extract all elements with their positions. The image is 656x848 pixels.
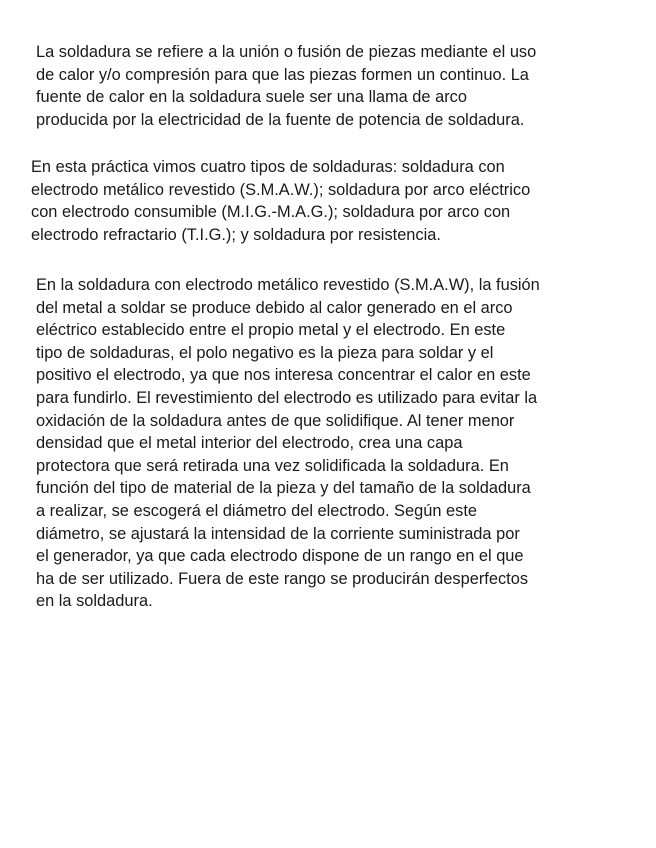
paragraph-welding-definition: La soldadura se refiere a la unión o fusión de piezas mediante el uso de calor y/o compresión para que las piezas formen un continuo. La fuente de calor en la soldadura suele ser una llama de arco producida por la electricidad de la fuente de potencia de soldadura.: [36, 43, 537, 129]
paragraph-welding-types: En esta práctica vimos cuatro tipos de soldaduras: soldadura con electrodo metálico revestido (S.M.A.W.); soldadura por arco eléctrico con electrodo consumible (M.I.G.-M.A.G.); soldadura por arco con electrodo refractario (T.I.G.); y soldadura por resistencia.: [31, 158, 531, 244]
paragraph-smaw-description: En la soldadura con electrodo metálico revestido (S.M.A.W), la fusión del metal a soldar se produce debido al calor generado en el arco eléctrico establecido entre el propio metal y el electrodo. En este tipo de soldaduras, el polo negativo es la pieza para soldar y el positivo el electrodo, ya que nos interesa concentrar el calor en este para fundirlo. El revestimiento del electrodo es utilizado para evitar la oxidación de la soldadura antes de que solidifique. Al tener menor densidad que el metal interior del electrodo, crea una capa protectora que será retirada una vez solidificada la soldadura. En función del tipo de material de la pieza y del tamaño de la soldadura a realizar, se escogerá el diámetro del electrodo. Según este diámetro, se ajustará la intensidad de la corriente suministrada por el generador, ya que cada electrodo dispone de un rango en el que ha de ser utilizado. Fuera de este rango se producirán desperfectos en la soldadura.: [36, 276, 540, 611]
